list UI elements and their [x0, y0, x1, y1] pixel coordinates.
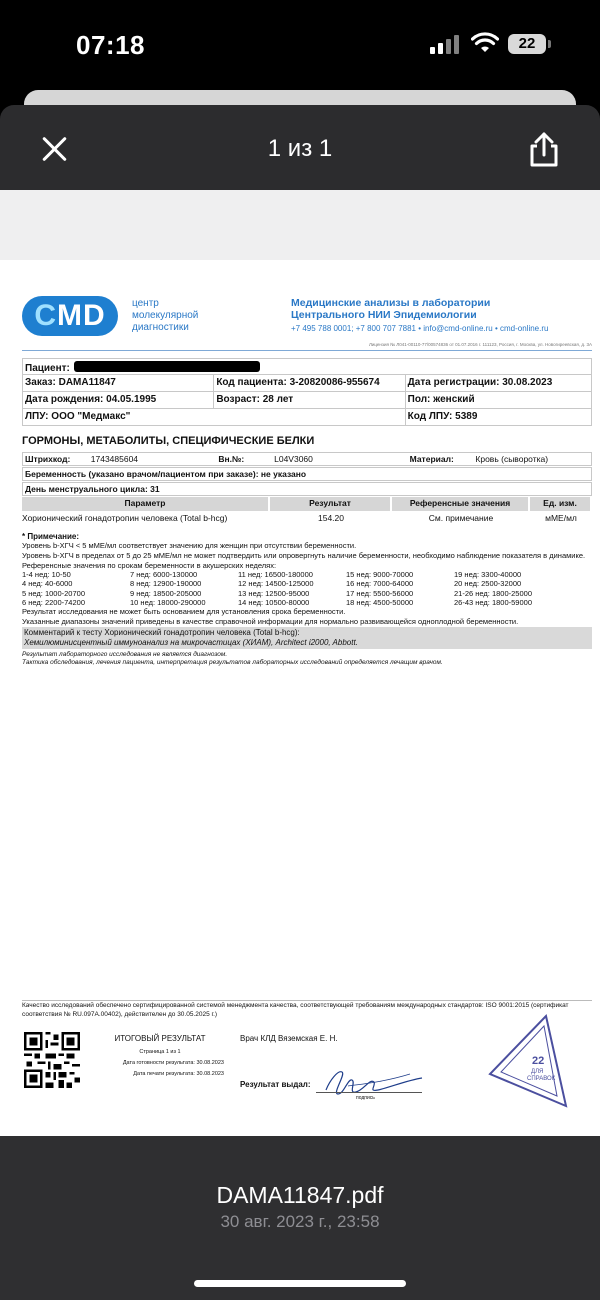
ref-value: 8 нед: 12900-190000 — [130, 579, 202, 589]
patient-label: Пациент: — [25, 363, 70, 374]
note-3: Результат исследования не может быть основанием для установления срока беременности. — [22, 607, 346, 617]
patient-code: Код пациента: 3-20820086-955674 — [214, 375, 405, 391]
pregnancy-status: Беременность (указано врачом/пациентом при заказе): не указано — [25, 469, 307, 479]
disclaimer-line-1: Результат лабораторного исследования не является диагнозом. — [22, 650, 228, 658]
sample-info — [22, 452, 592, 497]
header-ref: Референсные значения — [392, 497, 528, 511]
signature-line — [316, 1092, 422, 1093]
header-unit: Ед. изм. — [530, 497, 590, 511]
lab-title-line-1: Медицинские анализы в лаборатории — [291, 297, 491, 309]
redacted-name — [74, 361, 260, 372]
pdf-page — [0, 260, 600, 1136]
ref-value: 4 нед: 40-6000 — [22, 579, 73, 589]
patient-name — [23, 359, 591, 374]
ref-value: 1-4 нед: 10-50 — [22, 570, 71, 580]
header-divider — [22, 350, 592, 351]
final-result-title: ИТОГОВЫЙ РЕЗУЛЬТАТ — [114, 1034, 206, 1043]
status-time: 07:18 — [76, 30, 145, 60]
note-4: Указанные диапазоны значений приведены в качестве справочной информации для нормально развивающейся одноплодной беременности. — [22, 616, 519, 626]
file-info-bar — [0, 1136, 600, 1300]
wifi-icon — [471, 32, 499, 54]
param-ref: См. примечание — [428, 513, 494, 523]
ref-value: 6 нед: 2200-74200 — [22, 598, 85, 608]
lpu-code: Код ЛПУ: 5389 — [407, 411, 478, 422]
results-header — [22, 497, 592, 511]
signature-icon — [318, 1060, 428, 1100]
file-name: DAMA11847.pdf — [216, 1182, 384, 1208]
svg-text:22: 22 — [532, 1055, 545, 1067]
qr-code-icon — [24, 1032, 80, 1088]
license-text: Лицензия № Л041-00110-77/00574836 от 01.07.2016 г. 111123, Россия, г. Москва, ул. Новогиреевская, д. 3А — [368, 342, 592, 347]
param-result: 154.20 — [318, 513, 344, 523]
ref-value: 20 нед: 2500-32000 — [454, 579, 522, 589]
table-row — [22, 511, 592, 525]
header-param: Параметр — [22, 497, 268, 511]
ref-value: 17 нед: 5500-56000 — [346, 588, 414, 598]
material-label: Материал: — [409, 454, 454, 464]
ref-values-grid — [22, 570, 592, 607]
logo-line-1: центр — [132, 298, 159, 309]
ref-intro: Референсные значения по срокам беременности в акушерских неделях: — [22, 560, 277, 570]
ref-value: 16 нед: 7000-64000 — [346, 579, 414, 589]
ref-value: 14 нед: 10500-80000 — [238, 598, 310, 608]
results-table — [22, 497, 592, 525]
logo-line-2: молекулярной — [132, 310, 199, 321]
result-issued-label: Результат выдал: — [240, 1080, 311, 1089]
material-value: Кровь (сыворотка) — [475, 454, 549, 464]
ref-value: 15 нед: 9000-70000 — [346, 570, 414, 580]
file-date: 30 авг. 2023 г., 23:58 — [220, 1212, 380, 1231]
cycle-day: День менструального цикла: 31 — [25, 484, 160, 494]
ref-value: 26-43 нед: 1800-59000 — [454, 598, 532, 608]
home-indicator[interactable] — [194, 1280, 406, 1287]
svg-text:СПРАВОК: СПРАВОК — [527, 1076, 556, 1082]
disclaimer-line-2: Тактика обследования, лечения пациента, интерпретация результатов лабораторных исследований определяется лечащим врачом. — [22, 658, 443, 666]
stamp-icon — [486, 1012, 570, 1112]
lpu-name: ЛПУ: ООО "Медмакс" — [23, 409, 406, 425]
header-result: Результат — [270, 497, 390, 511]
lab-contacts: +7 495 788 0001; +7 800 707 7881 • info@cmd-online.ru • cmd-online.ru — [291, 324, 549, 333]
signature-caption: подпись — [356, 1095, 375, 1101]
page-info: Страница 1 из 1 — [139, 1049, 181, 1055]
comment-title: Комментарий к тесту Хорионический гонадотропин человека (Total b-hcg): — [24, 627, 300, 637]
barcode-label: Штрихкод: — [25, 454, 71, 464]
battery-icon: 22 — [508, 34, 546, 54]
print-date: Дата печати результата: 30.08.2023 — [133, 1071, 224, 1077]
disclaimer — [22, 651, 592, 667]
share-icon[interactable] — [526, 131, 562, 169]
order-number: Заказ: DAMA11847 — [23, 375, 214, 391]
status-bar — [0, 0, 600, 90]
logo-line-3: диагностики — [132, 322, 189, 333]
test-comment — [22, 627, 592, 649]
ref-value: 10 нед: 18000-290000 — [130, 598, 206, 608]
quality-statement: Качество исследований обеспечено сертифицированной системой менеджмента качества, соответствующей требованиям международных стандартов: ISO 9001:2015 (сертификат соответствия № RU.097A.00402), действителен до 30.05.2025 г.) — [22, 1002, 569, 1018]
patient-age: Возраст: 28 лет — [214, 392, 405, 408]
note-2: Уровень b-ХГЧ в пределах от 5 до 25 мМЕ/мл не может подтвердить или опровергнуть наличие беременности, необходимо наблюдение показателя в динамике. — [22, 550, 586, 560]
doctor-name: Врач КЛД Вяземская Е. Н. — [240, 1034, 338, 1043]
final-result-block — [96, 1034, 224, 1077]
registration-date: Дата регистрации: 30.08.2023 — [407, 377, 553, 388]
ref-value: 9 нед: 18500-205000 — [130, 588, 202, 598]
birth-date: Дата рождения: 04.05.1995 — [23, 392, 214, 408]
logo-caption — [132, 298, 198, 334]
barcode-value: 1743485604 — [90, 454, 139, 464]
ref-value: 18 нед: 4500-50000 — [346, 598, 414, 608]
lab-title-line-2: Центрального НИИ Эпидемиологии — [291, 309, 477, 321]
cmd-logo: CMD — [22, 296, 118, 336]
pdf-viewer[interactable] — [0, 190, 600, 1136]
ref-value: 13 нед: 12500-95000 — [238, 588, 310, 598]
ref-value: 19 нед: 3300-40000 — [454, 570, 522, 580]
ref-value: 11 нед: 16500-180000 — [238, 570, 313, 580]
logo-letter: C — [34, 299, 57, 332]
ref-value: 5 нед: 1000-20700 — [22, 588, 85, 598]
footer-divider — [22, 1000, 592, 1001]
vn-value: L04V3060 — [274, 454, 313, 464]
svg-text:ДЛЯ: ДЛЯ — [531, 1069, 544, 1075]
lab-title — [291, 297, 591, 321]
cellular-signal-icon — [430, 34, 460, 54]
method-text: Хемилюминисцентный иммуноанализ на микрочастицах (ХИАМ), Architect i2000, Abbott. — [24, 637, 358, 647]
note-1: Уровень b-ХГЧ < 5 мМЕ/мл соответствует значению для женщин при отсутствии беременности. — [22, 541, 357, 551]
battery-tip — [548, 40, 551, 48]
ready-date: Дата готовности результата: 30.08.2023 — [122, 1060, 224, 1066]
patient-info-grid — [22, 358, 592, 426]
patient-sex: Пол: женский — [407, 394, 475, 405]
notes-title: * Примечание: — [22, 532, 80, 541]
viewer-top-bar — [0, 105, 600, 190]
vn-label: Вн.№: — [218, 454, 245, 464]
ref-value: 21-26 нед: 1800-25000 — [454, 588, 532, 598]
ref-value: 7 нед: 6000-130000 — [130, 570, 198, 580]
param-name: Хорионический гонадотропин человека (Total b-hcg) — [22, 513, 228, 523]
ref-value: 12 нед: 14500-125000 — [238, 579, 314, 589]
page-counter: 1 из 1 — [267, 135, 333, 162]
notes-block — [22, 532, 592, 667]
section-title: ГОРМОНЫ, МЕТАБОЛИТЫ, СПЕЦИФИЧЕСКИЕ БЕЛКИ — [22, 435, 315, 447]
param-unit: мМЕ/мл — [545, 513, 577, 523]
